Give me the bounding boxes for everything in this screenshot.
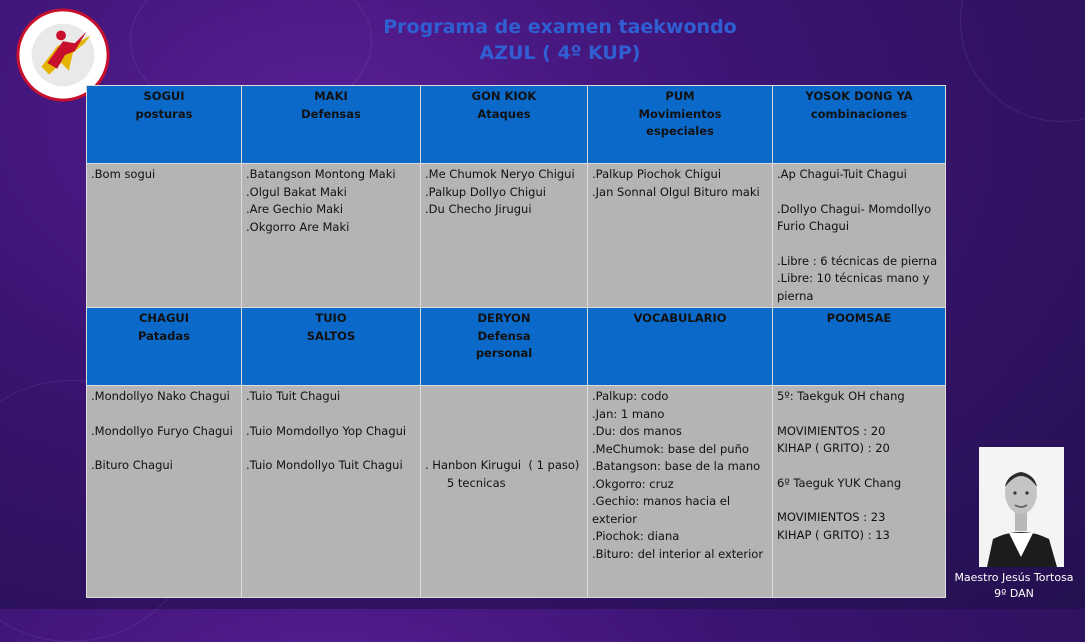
instructor-name: Maestro Jesús Tortosa [954,571,1074,584]
header-cell: SOGUI posturas [87,86,242,164]
content-cell-sogui: .Bom sogui [87,164,242,308]
content-cell-chagui: .Mondollyo Nako Chagui .Mondollyo Furyo Chagui .Bituro Chagui [87,386,242,598]
header-cell: YOSOK DONG YA combinaciones [773,86,946,164]
header-cell: VOCABULARIO [588,308,773,386]
header-cell: CHAGUI Patadas [87,308,242,386]
content-cell-poomsae: 5º: Taekguk OH chang MOVIMIENTOS : 20 KIHAP ( GRITO) : 20 6º Taeguk YUK Chang MOVIMIENTOS : 23 KIHAP ( GRITO) : 13 [773,386,946,598]
content-cell-deryon: . Hanbon Kirugui ( 1 paso) 5 tecnicas [421,386,588,598]
header-cell: MAKI Defensas [242,86,421,164]
header-cell: GON KIOK Ataques [421,86,588,164]
content-cell-pum: .Palkup Piochok Chigui .Jan Sonnal Olgul Bituro maki [588,164,773,308]
content-cell-tuio: .Tuio Tuit Chagui .Tuio Momdollyo Yop Chagui .Tuio Mondollyo Tuit Chagui [242,386,421,598]
header-cell: DERYON Defensa personal [421,308,588,386]
page-subtitle: AZUL ( 4º KUP) [479,42,641,64]
content-cell-vocabulario: .Palkup: codo .Jan: 1 mano .Du: dos manos .MeChumok: base del puño .Batangson: base de la mano .Okgorro: cruz .Gechio: manos hacia el exterior .Piochok: diana .Bituro: del interior al exterior [588,386,773,598]
content-row-1 [87,164,946,308]
header-cell: TUIO SALTOS [242,308,421,386]
content-cell-gon-kiok: .Me Chumok Neryo Chigui .Palkup Dollyo Chigui .Du Checho Jirugui [421,164,588,308]
header-cell: POOMSAE [773,308,946,386]
content-cell-maki: .Batangson Montong Maki .Olgul Bakat Maki .Are Gechio Maki .Okgorro Are Maki [242,164,421,308]
exam-program-table [86,85,946,598]
page-title: Programa de examen taekwondo [383,16,737,38]
header-cell: PUM Movimientos especiales [588,86,773,164]
header-row-1 [87,86,946,164]
instructor-photo [979,447,1064,567]
content-row-2 [87,386,946,598]
instructor-rank: 9º DAN [994,587,1034,600]
content-cell-yosok: .Ap Chagui-Tuit Chagui .Dollyo Chagui- Momdollyo Furio Chagui .Libre : 6 técnicas de pierna .Libre: 10 técnicas mano y pierna [773,164,946,308]
header-row-2 [87,308,946,386]
